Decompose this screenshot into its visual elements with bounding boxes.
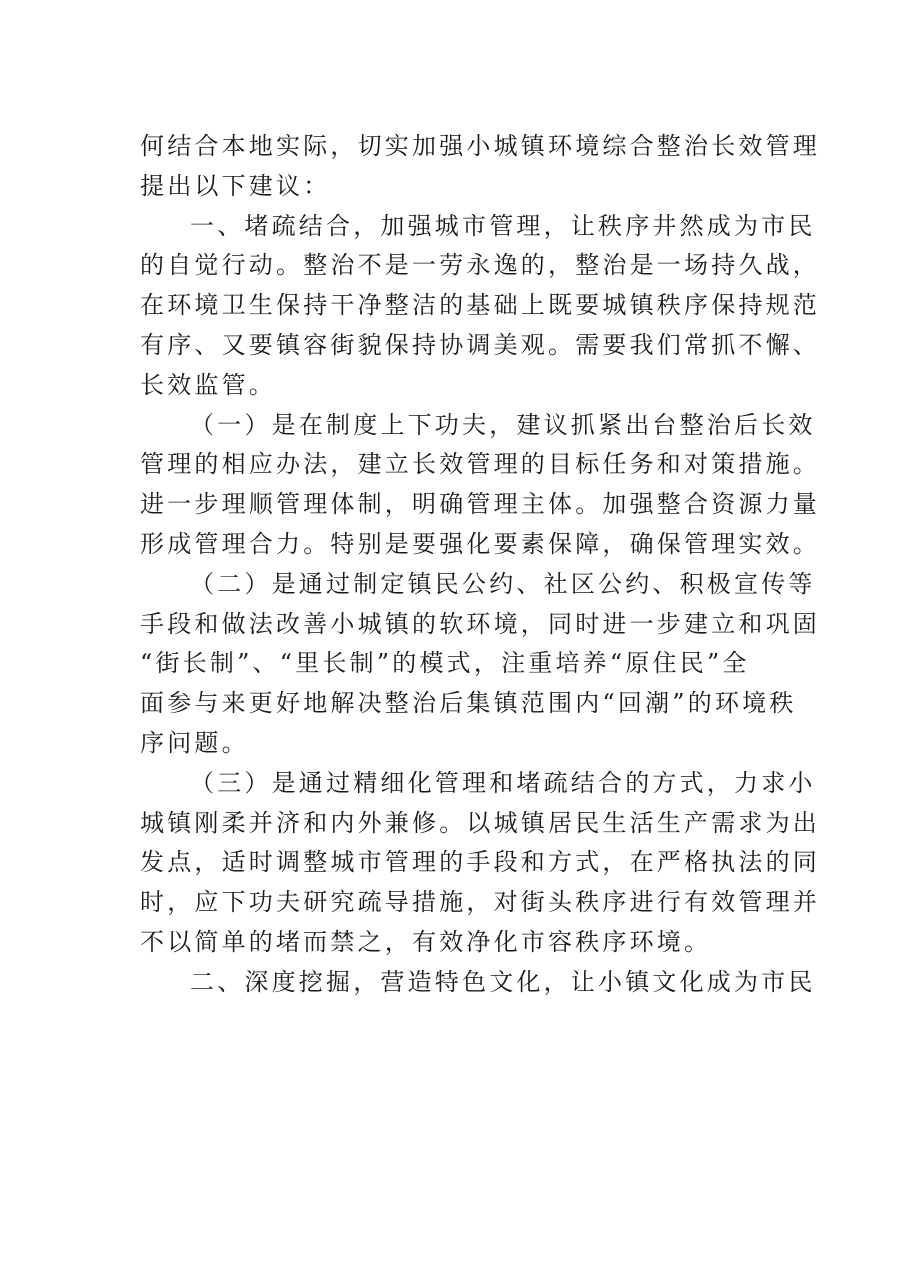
document-line: 长效监管。 bbox=[140, 370, 276, 399]
document-line: 时，应下功夫研究疏导措施，对街头秩序进行有效管理并 bbox=[140, 888, 820, 917]
document-line: 形成管理合力。特别是要强化要素保障，确保管理实效。 bbox=[140, 529, 820, 558]
document-line: （二）是通过制定镇民公约、社区公约、积极宣传等 bbox=[190, 569, 816, 598]
document-line: 何结合本地实际，切实加强小城镇环境综合整治长效管理 bbox=[140, 132, 820, 160]
document-line: 序问题。 bbox=[140, 728, 249, 757]
document-line: （三）是通过精细化管理和堵疏结合的方式，力求小 bbox=[190, 768, 816, 797]
document-line: 有序、又要镇容街貌保持协调美观。需要我们常抓不懈、 bbox=[140, 330, 820, 359]
document-line: 在环境卫生保持干净整洁的基础上既要城镇秩序保持规范 bbox=[140, 291, 820, 320]
document-body bbox=[140, 127, 820, 1003]
document-line: 二、深度挖掘，营造特色文化，让小镇文化成为市民 bbox=[190, 967, 816, 996]
document-line: 不以简单的堵而禁之，有效净化市容秩序环境。 bbox=[140, 927, 712, 956]
document-line: 进一步理顺管理体制，明确管理主体。加强整合资源力量 bbox=[140, 490, 820, 519]
document-line: 的自觉行动。整治不是一劳永逸的，整治是一场持久战， bbox=[140, 251, 820, 280]
document-line: 管理的相应办法，建立长效管理的目标任务和对策措施。 bbox=[140, 450, 820, 479]
document-line: 面参与来更好地解决整治后集镇范围内“回潮”的环境秩 bbox=[140, 689, 797, 718]
document-line: 城镇刚柔并济和内外兼修。以城镇居民生活生产需求为出 bbox=[140, 808, 820, 837]
document-line: 发点，适时调整城市管理的手段和方式，在严格执法的同 bbox=[140, 848, 820, 877]
document-line: “街长制”、“里长制”的模式，注重培养“原住民”全 bbox=[140, 649, 750, 678]
document-line: 一、堵疏结合，加强城市管理，让秩序井然成为市民 bbox=[190, 211, 816, 240]
document-line: （一）是在制度上下功夫，建议抓紧出台整治后长效 bbox=[190, 410, 816, 439]
document-line: 手段和做法改善小城镇的软环境，同时进一步建立和巩固 bbox=[140, 609, 820, 638]
document-line: 提出以下建议： bbox=[140, 171, 331, 200]
